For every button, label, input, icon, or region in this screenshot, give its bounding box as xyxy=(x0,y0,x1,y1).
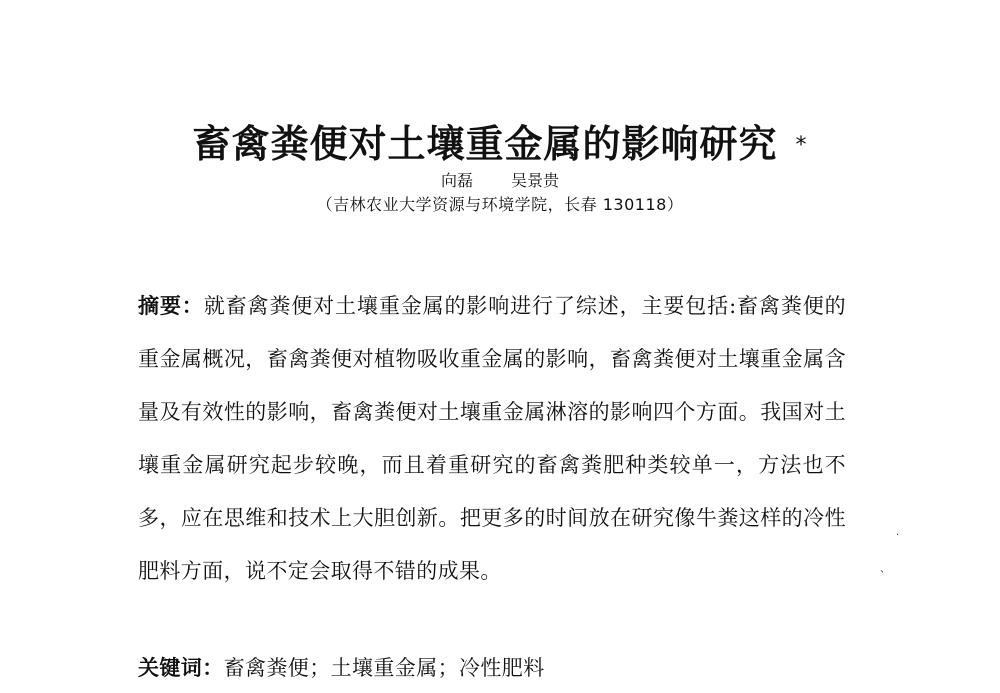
keywords-text: 畜禽粪便；土壤重金属；冷性肥料 xyxy=(223,656,545,680)
paper-title xyxy=(0,118,1000,170)
scan-speck: 、 xyxy=(880,564,890,575)
abstract xyxy=(138,280,846,598)
author-affiliation: （吉林农业大学资源与环境学院，长春 130118） xyxy=(316,195,684,214)
abstract-label: 摘要： xyxy=(138,294,204,318)
keywords-label: 关键词： xyxy=(138,656,224,680)
author-list xyxy=(0,170,1000,192)
author-name: 吴景贵 xyxy=(511,171,560,190)
title-text: 畜禽粪便对土壤重金属的影响研究 xyxy=(192,122,778,166)
scan-speck: · xyxy=(896,530,900,541)
title-footnote-mark: * xyxy=(795,133,808,158)
abstract-text: 就畜禽粪便对土壤重金属的影响进行了综述，主要包括:畜禽粪便的重金属概况，畜禽粪便对植物吸收重金属的影响，畜禽粪便对土壤重金属含量及有效性的影响，畜禽粪便对土壤重金属淋溶的影响四个方面。我国对土壤重金属研究起步较晚，而且着重研究的畜禽粪肥种类较单一，方法也不多，应在思维和技术上大胆创新。把更多的时间放在研究像牛粪这样的冷性肥料方面，说不定会取得不错的成果。 xyxy=(138,294,847,583)
author-name: 向磊 xyxy=(440,171,473,190)
keywords xyxy=(138,648,846,688)
